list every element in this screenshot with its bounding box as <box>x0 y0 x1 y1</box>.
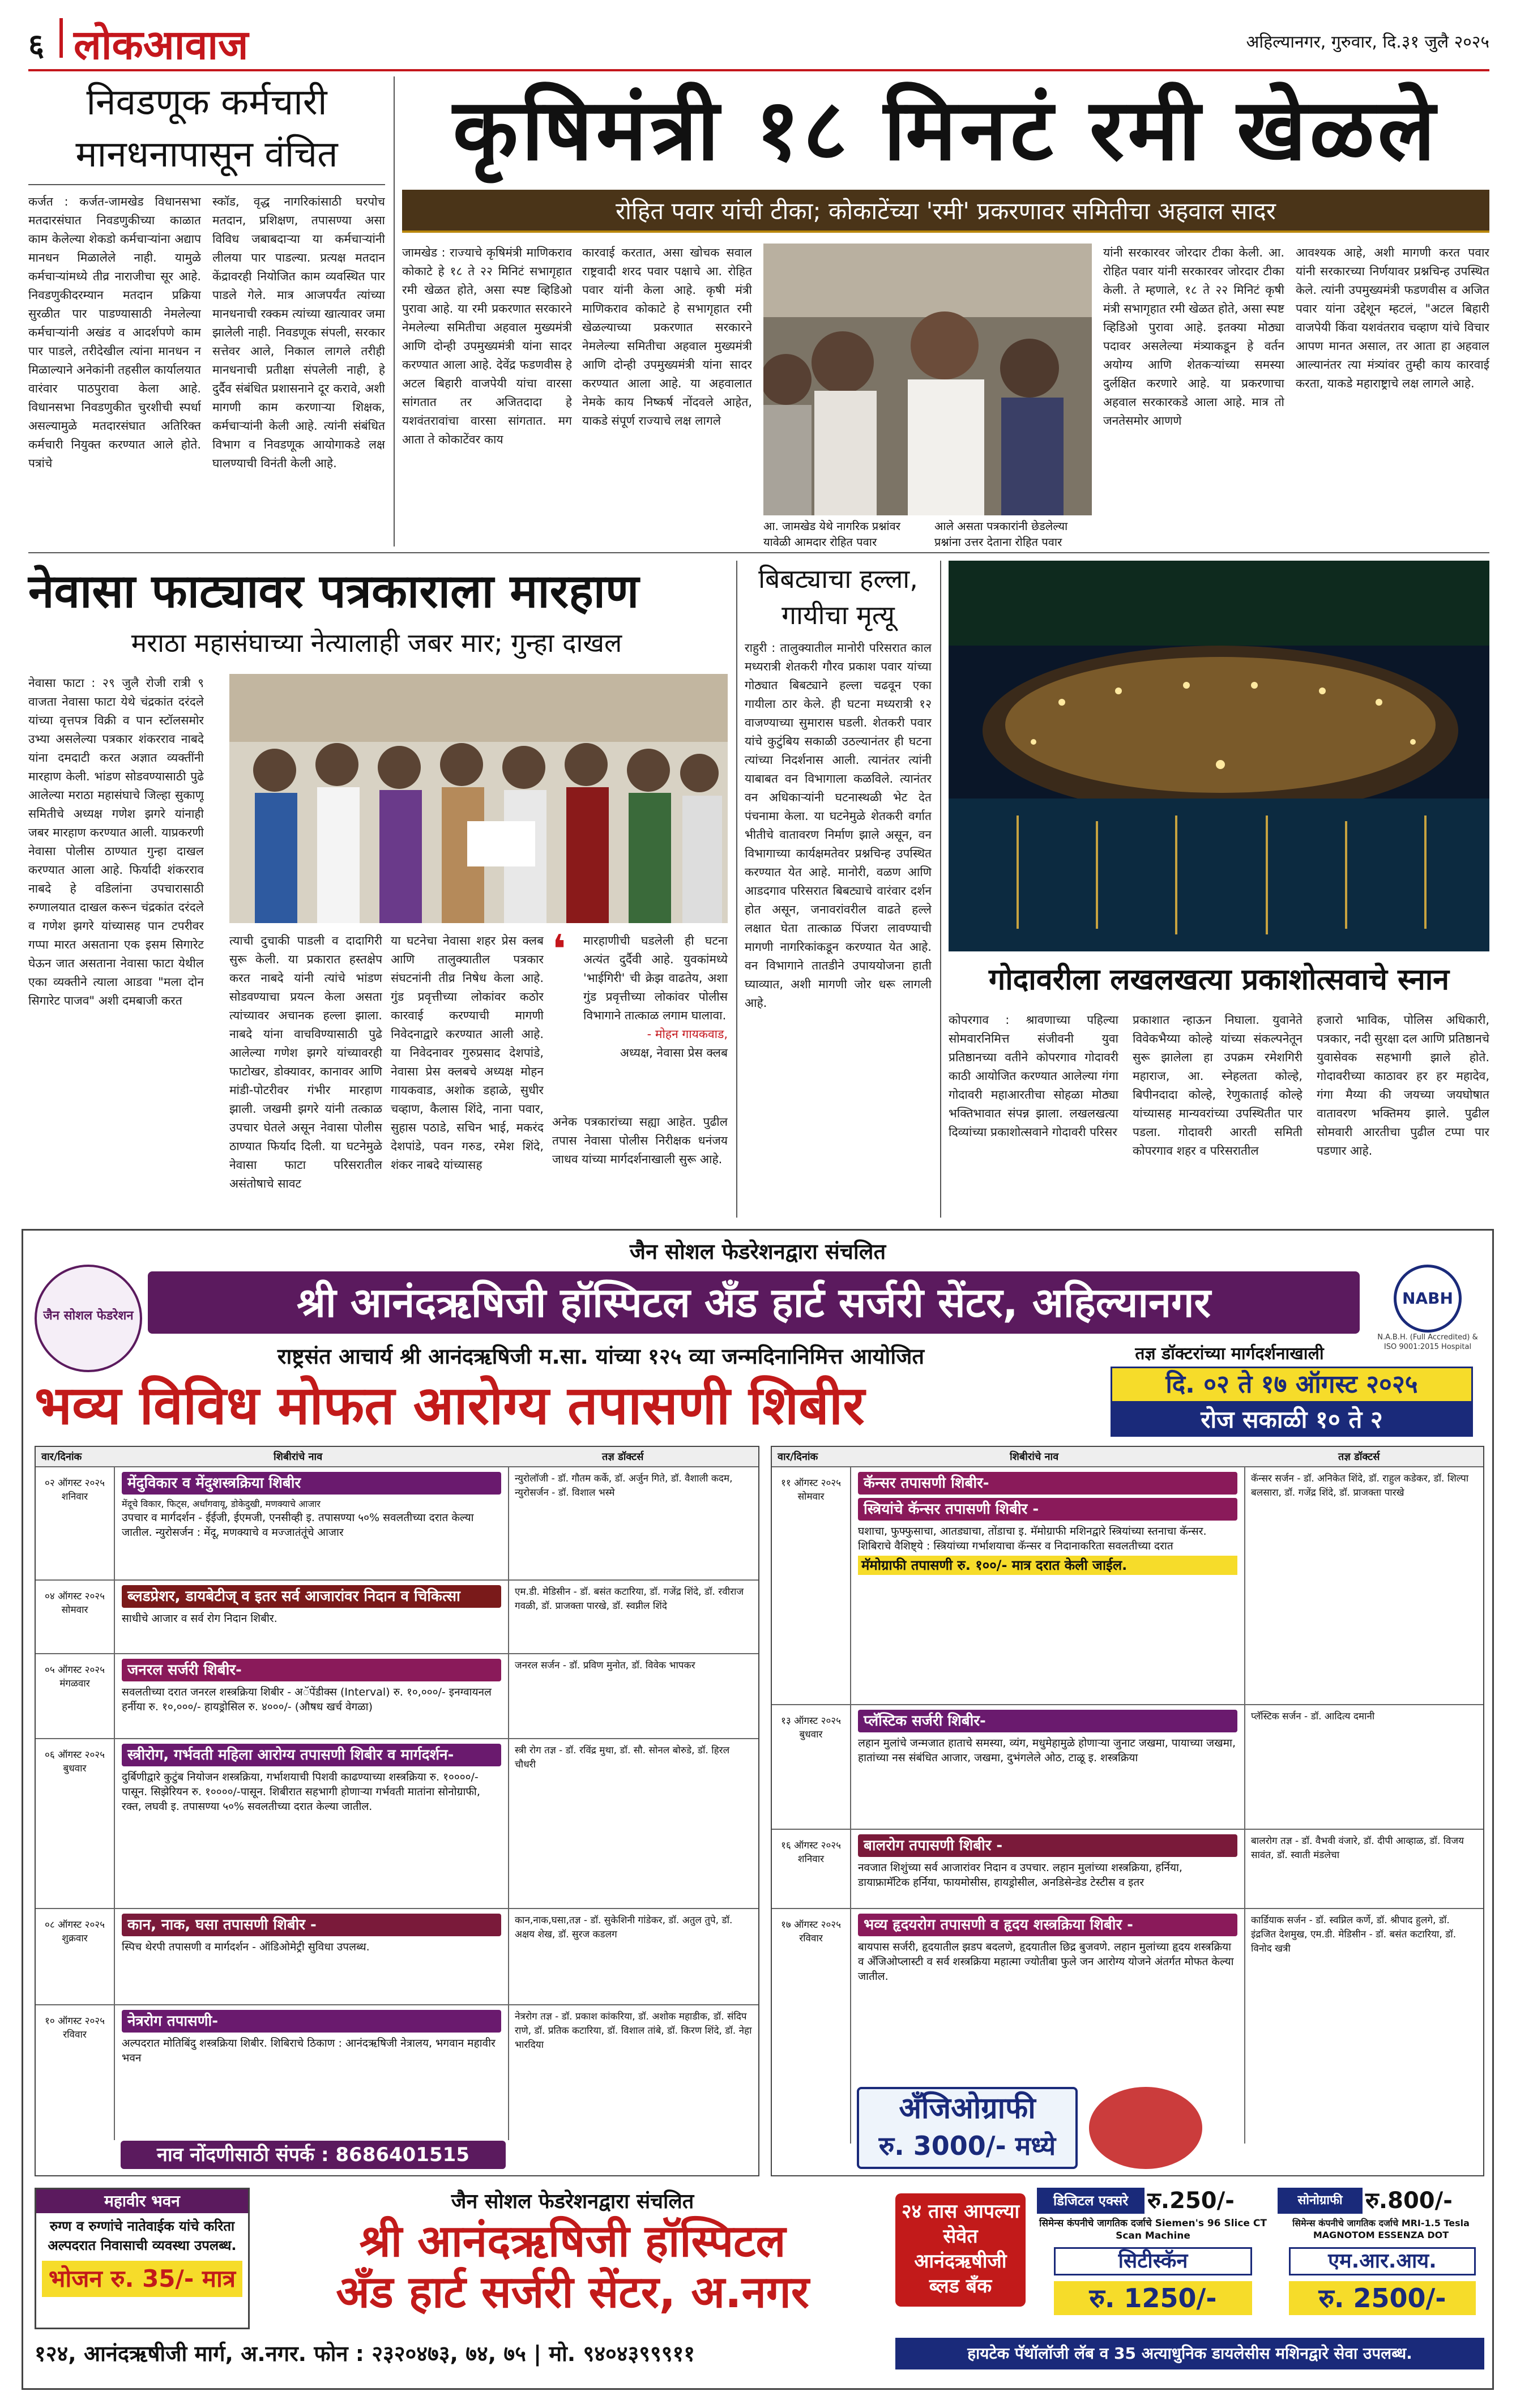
mahavir-title: महावीर भवन <box>36 2189 248 2213</box>
camp-details: नवजात शिशुंच्या सर्व आजारांवर निदान व उपचार. लहान मुलांच्या शस्त्रक्रिया, हर्निया, डायाफ्रामॅटिक हर्निया, फायमोसीस, हायड्रोसील, अनडिसेन्डेड टेस्टीस व इतर <box>858 1861 1182 1889</box>
blood-bank-badge: २४ तास आपल्या सेवेत आनंदऋषीजी ब्लड बँक <box>895 2193 1026 2307</box>
lab-dialysis-banner: हायटेक पॅथॉलॉजी लॅब व 35 अत्याधुनिक डायलेसीस मशिनद्वारे सेवा उपलब्ध. <box>895 2338 1484 2369</box>
story1-column-2: स्कॉड, वृद्ध नागरिकांसाठी घरपोच मतदान, प्रशिक्षण, तपासण्या असा विविध जबाबदाऱ्या या कर्मचाऱ्यांनी लीलया पार पाडल्या. प्रत्यक्ष मतदान केंद्रावरही नियोजित काम व्यवस्थित पार पाडले गेले. मात्र आजपर्यंत त्यांच्या मानधनाची रक्कम त्यांच्या खात्यावर जमा झालेली नाही. निवडणूक संपली, सरकार सत्तेवर आले, निकाल लागले तरीही मानधनाची प्रतीक्षा संपलेली नाही, हे दुर्दैव संबंधित प्रशासनाने दूर करावे, अशी मागणी काम करणाऱ्या शिक्षक, कर्मचाऱ्यांनी केली आहे. त्यांनी संबंधित विभाग व निवडणूक आयोगाकडे लक्ष घालण्याची विनंती केली आहे. <box>212 195 385 470</box>
camp-details: बायपास सर्जरी, हृदयातील झडप बदलणे, हृदयातील छिद्र बुजवणे. लहान मुलांच्या हृदय शस्त्रक्रिया व अँजिओप्लास्टी व सर्व शस्त्रक्रिया महात्मा ज्योतीबा फुले जन आरोग्य योजने अंतर्गत मोफत केल्या जातील. <box>858 1941 1234 1983</box>
mri-price: रु. 2500/- <box>1289 2281 1476 2315</box>
page-number: ६ <box>28 27 45 63</box>
story5-headline: गोदावरीला लखलखत्या प्रकाशोत्सवाचे स्नान <box>988 963 1450 997</box>
quote-author: - मोहन गायकवाड, <box>647 1027 728 1041</box>
hospital-advertisement <box>22 1229 1494 2390</box>
camp-details: उपचार व मार्गदर्शन - ईईजी, ईएमजी, एनसीव्ही इ. तपासण्या ५०% सवलतीच्या दरात केल्या जातील. न्युरोसर्जन : मेंदू, मणक्याचे व मज्जातंतूंचे आजार <box>122 1512 474 1539</box>
mri-name: एम.आर.आय. <box>1289 2247 1476 2275</box>
schedule-row <box>772 1704 1483 1829</box>
story3-column-2: त्याची दुचाकी पाडली व दादागिरी सुरू केली. या प्रकारात हस्तक्षेप करत नाबदे यांनी त्यांचे भांडण सोडवण्याचा प्रयत्न केला असता त्यांच्यावर अचानक हल्ला झाला. नाबदे यांना वाचविण्यासाठी पुढे आलेल्या गणेश झगरे यांच्यावरही फाटोखर, डोक्यावर, कानावर आणि मांडी-पोटरीवर गंभीर मारहाण झाली. जखमी झगरे यांनी तत्काळ उपचार घेतले असून नेवासा पोलीस ठाण्यात फिर्याद दिली. या घटनेमुळे नेवासा फाटा परिसरातील असंतोषाचे सावट <box>229 934 382 1190</box>
jsf-logo <box>35 1265 142 1372</box>
schedule-day: ११ ऑगस्ट २०२५ सोमवार <box>772 1467 851 1704</box>
schedule-day: ०६ ऑगस्ट २०२५ बुधवार <box>36 1739 115 1908</box>
schedule-row <box>36 1579 758 1653</box>
rohit-pawar-photo <box>763 244 1092 515</box>
pull-quote <box>552 926 728 1107</box>
schedule-doctors: स्त्री रोग तज्ञ - डॉ. रविंद्र मुथा, डॉ. सौ. सोनल बोरुडे, डॉ. हिरल चौधरी <box>508 1739 758 1908</box>
schedule-day: १३ ऑगस्ट २०२५ बुधवार <box>772 1705 851 1829</box>
camp-banner: स्त्रीरोग, गर्भवती महिला आरोग्य तपासणी शिबीर व मार्गदर्शन- <box>122 1744 501 1766</box>
occasion-line: राष्ट्रसंत आचार्य श्री आनंदऋषिजी म.सा. यांच्या १२५ व्या जन्मदिनानिमित्त आयोजित <box>277 1344 925 1369</box>
schedule-doctors: प्लॅस्टिक सर्जन - डॉ. आदित्य दमानी <box>1244 1705 1483 1829</box>
quote-author-role: अध्यक्ष, नेवासा प्रेस क्लब <box>620 1046 728 1060</box>
camp-banner: मेंदुविकार व मेंदुशस्त्रक्रिया शिबीर <box>122 1472 501 1495</box>
camp-details: अल्पदरात मोतिबिंदु शस्त्रक्रिया शिबीर. शिबिराचे ठिकाण : आनंदऋषिजी नेत्रालय, भगवान महावीर भवन <box>122 2037 496 2064</box>
ad-org-line: जैन सोशल फेडरेशनद्वारा संचलित <box>629 1239 886 1264</box>
schedule-day: १० ऑगस्ट २०२५ रविवार <box>36 2005 115 2140</box>
schedule-camp <box>116 1654 507 1738</box>
schedule-doctors: कॅन्सर सर्जन - डॉ. अनिकेत शिंदे, डॉ. राहुल कडेकर, डॉ. शिल्पा बलसारा, डॉ. गजेंद्र शिंदे, डॉ. प्राजक्ता पारखे <box>1244 1467 1483 1704</box>
jsf-logo-text: जैन सोशल फेडरेशन <box>43 1309 134 1323</box>
xray-price: रु.250/- <box>1147 2188 1235 2214</box>
godavari-night-photo <box>949 561 1489 951</box>
quote-text: मारहाणीची घडलेली ही घटना अत्यंत दुर्दैवी आहे. युवकांमध्ये 'भाईगिरी' ची क्रेझ वाढतेय, अशा गुंड प्रवृत्तीच्या लोकांवर पोलीस विभागाने तात्काळ लगाम घालावा. <box>583 934 728 1022</box>
mahavir-bhavan-box <box>35 2188 250 2329</box>
story2-column-2: कारवाई करतात, असा खोचक सवाल राष्ट्रवादी शरद पवार पक्षाचे आ. रोहित पवार यांनी केला आहे. कृषी मंत्री माणिकराव कोकाटे हे सभागृहात रमी खेळल्याच्या प्रकरणात सरकारने नेमलेल्या समितीचा अहवाल मुख्यमंत्री आणि दोन्ही उपमुख्यमंत्री यांना सादर करण्यात आला आहे. या अहवालात नेमके काय निष्कर्ष नोंदवले आहेत, याकडे संपूर्ण राज्याचे लक्ष लागले <box>582 246 752 428</box>
schedule-day: १६ ऑगस्ट २०२५ शनिवार <box>772 1830 851 1908</box>
angiography-offer <box>857 2087 1078 2169</box>
story-leopard-attack <box>745 561 932 1211</box>
schedule-doctors: कार्डियाक सर्जन - डॉ. स्वप्निल कर्णे, डॉ. श्रीपाद हुलगे, डॉ. इंद्रजित देशमुख, एम.डी. मेडिसीन - डॉ. बसंत कटारिया, डॉ. विनोद खत्री <box>1244 1909 1483 2144</box>
story5-column-2: प्रकाशात न्हाऊन निघाला. युवानेते विवेकभैय्या कोल्हे यांच्या संकल्पनेतून सुरू झालेला हा उपक्रम रमेशगिरी महाराज, आ. स्नेहलता कोल्हे, बिपीनदादा कोल्हे, रेणुकाताई कोल्हे यांच्यासह मान्यवरांच्या उपस्थितीत पार पडला. गोदावरी आरती समिती कोपरगाव शहर व परिसरातील <box>1133 1013 1303 1158</box>
ct-scan-price: रु. 1250/- <box>1054 2281 1252 2315</box>
nabh-badge <box>1371 1265 1484 1367</box>
schedule-camp <box>116 1909 507 2004</box>
table-header: वार/दिनांक शिबीरांचे नाव तज्ञ डॉक्टर्स <box>36 1447 758 1466</box>
angio-title: अँजिओग्राफी <box>899 2091 1036 2125</box>
quote-mark-icon: ❛ <box>552 926 566 972</box>
angio-price: रु. 3000/- मध्ये <box>878 2131 1056 2161</box>
camp-banner: कान, नाक, घसा तपासणी शिबीर - <box>122 1914 501 1936</box>
schedule-day: ०२ ऑगस्ट २०२५ शनिवार <box>36 1467 115 1579</box>
camp-banner: बालरोग तपासणी शिबीर - <box>858 1834 1237 1857</box>
schedule-row <box>772 1829 1483 1908</box>
hospital-name: श्री आनंदऋषिजी हॉस्पिटल अँड हार्ट सर्जरी सेंटर, अहिल्यानगर <box>297 1279 1211 1326</box>
story1-column-1: कर्जत : कर्जत-जामखेड विधानसभा मतदारसंघात निवडणुकीच्या काळात काम केलेल्या शेकडो कर्मचाऱ्यांना अद्याप मानधन मिळालेले नाही. यामुळे कर्मचाऱ्यांमध्ये तीव्र नाराजीचा सूर आहे. निवडणुकीदरम्यान मतदान प्रक्रिया सुरळीत पार पाडण्यासाठी नेमलेल्या कर्मचाऱ्यांनी अखंड व आदर्शपणे काम पार पाडले, तरीदेखील त्यांना मानधन न मिळाल्याने अनेकांनी तहसील कार्यालयात वारंवार पाठपुरावा केला आहे. विधानसभा निवडणुकीत चुरशीची स्पर्धा असल्यामुळे मतदारसंघात अतिरिक्त कर्मचारी नियुक्त करण्यात आले होते. पत्रांचे <box>28 195 201 470</box>
sono-mri-box: सोनोग्राफी रु.800/- सिमेन्स कंपनीचे जागतिक दर्जाचे MRI-1.5 Tesla MAGNOTOM ESSENZA DOT एम.आर.आय. रु. 2500/- <box>1278 2188 1484 2329</box>
bottom-hospital-line1: श्री आनंदऋषिजी हॉस्पिटल <box>359 2216 786 2267</box>
story3-subhead: मराठा महासंघाच्या नेत्यालाही जबर मार; गुन्हा दाखल <box>131 627 622 658</box>
schedule-camp <box>852 1705 1243 1829</box>
story-election-staff <box>28 76 385 470</box>
camp-banner: जनरल सर्जरी शिबीर- <box>122 1659 501 1681</box>
schedule-doctors: एम.डी. मेडिसीन - डॉ. बसंत कटारिया, डॉ. गजेंद्र शिंदे, डॉ. रवीराज गवळी, डॉ. प्राजक्ता पारखे, डॉ. स्वप्नील शिंदे <box>508 1581 758 1653</box>
camp-details: लहान मुलांचे जन्मजात हाताचे समस्या, व्यंग, मधुमेहामुळे होणाऱ्या जुनाट जखमा, पायाच्या जखमा, हातांच्या नस संबंधित आजार, जखमा, दुभंगलेले ओठ, टाळू इ. शस्त्रक्रिया <box>858 1737 1236 1764</box>
crowd-photo-image <box>763 244 1092 515</box>
hospital-address: १२४, आनंदऋषीजी मार्ग, अ.नगर. फोन : २३२०४७३, ७४, ७५ | मो. ९४०४३९९९११ <box>35 2341 695 2366</box>
schedule-day: ०५ ऑगस्ट २०२५ मंगळवार <box>36 1654 115 1738</box>
camp-details: घशाचा, फुफ्फुसाचा, आतड्याचा, तोंडाचा इ. मॅमोग्राफी मशिनद्वारे स्त्रियांच्या स्तनाचा कॅन्सर. शिबिराचे वैशिष्ट्ये : स्त्रियांच्या गर्भाशयाचा कॅन्सर व निदानाकरिता सवलतीच्या दरात <box>858 1525 1207 1552</box>
masthead-bar <box>59 18 63 58</box>
camp-time: रोज सकाळी १० ते २ <box>1111 1403 1473 1437</box>
hospital-name-banner <box>148 1271 1360 1334</box>
schedule-day: ०८ ऑगस्ट २०२५ शुक्रवार <box>36 1909 115 2004</box>
camp-banner: कॅन्सर तपासणी शिबीर- <box>858 1472 1237 1495</box>
schedule-row <box>36 1653 758 1738</box>
story5-column-3: हजारो भाविक, पोलिस अधिकारी, पत्रकार, नदी सुरक्षा दल आणि प्रतिष्ठानचे युवासेवक सहभागी झाले होते. गोदावरीच्या काठावर हर हर महादेव, गंगा मैय्या की जयच्या जयघोषात वातावरण भक्तिमय झाले. पुढील सोमवारी आरतीचा पुढील टप्पा पार पडणार आहे. <box>1317 1013 1489 1158</box>
camp-dates: दि. ०२ ते १७ ऑगस्ट २०२५ <box>1111 1367 1473 1403</box>
bottom-hospital-line2: अँड हार्ट सर्जरी सेंटर, अ.नगर <box>336 2267 809 2318</box>
camp-banner: भव्य हृदयरोग तपासणी व हृदय शस्त्रक्रिया शिबीर - <box>858 1914 1237 1936</box>
schedule-row <box>36 1908 758 2004</box>
camp-title: भव्य विविध मोफत आरोग्य तपासणी शिबीर <box>35 1375 865 1437</box>
heart-icon <box>1089 2087 1202 2169</box>
story2-column-4: आवश्यक आहे, अशी मागणी करत पवार यांनी सरकारच्या निर्णयावर प्रश्नचिन्ह उपस्थित केले. त्यांनी उपमुख्यमंत्री फडणवीस व अजित पवार यांना उद्देशून म्हटलं, "अटल बिहारी वाजपेयी किंवा यशवंतराव चव्हाण यांचे विचार आपण मानत असाल, तर आता हा अहवाल आल्यानंतर त्या मंत्र्यांवर तुम्ही काय कारवाई करता, याकडे महाराष्ट्राचे लक्ष लागले आहे. <box>1296 246 1489 390</box>
schedule-doctors: नेत्ररोग तज्ञ - डॉ. प्रकाश कांकरिया, डॉ. अशोक महाडीक, डॉ. संदिप राणे, डॉ. प्रतिक कटारिया, डॉ. विशाल तांबे, डॉ. किरण शिंदे, डॉ. नेहा भारदिया <box>508 2005 758 2140</box>
schedule-camp <box>116 2005 507 2140</box>
schedule-camp <box>116 1739 507 1908</box>
schedule-doctors: जनरल सर्जन - डॉ. प्रविण मुनोत, डॉ. विवेक भापकर <box>508 1654 758 1738</box>
newspaper-logo: लोकआवाज <box>74 21 249 69</box>
camp-note: मेंदूचे विकार, फिट्स, अर्धांगवायू, डोकेदुखी, मणक्याचे आजार <box>122 1498 321 1509</box>
registration-contact: नाव नोंदणीसाठी संपर्क : 8686401515 <box>121 2141 506 2169</box>
night-aarti-image <box>949 561 1489 951</box>
schedule-day: १७ ऑगस्ट २०२५ रविवार <box>772 1909 851 2144</box>
memorandum-photo <box>229 674 728 923</box>
schedule-table-right <box>771 1446 1484 2176</box>
story1-title-line2: मानधनापासून वंचित <box>75 134 338 176</box>
story4-title-line1: बिबट्याचा हल्ला, <box>758 563 918 594</box>
story2-column-1: जामखेड : राज्याचे कृषिमंत्री माणिकराव कोकाटे हे १८ ते २२ मिनिटं सभागृहात रमी खेळत होते, असा स्पष्ट व्हिडिओ पुरावा आहे. या रमी प्रकरणात सरकारने नेमलेल्या समितीचा अहवाल मुख्यमंत्री आणि दोन्ही उपमुख्यमंत्री यांना सादर करण्यात आला आहे. देवेंद्र फडणवीस हे अटल बिहारी वाजपेयी यांचा वारसा सांगतात तर अजितदादा हे यशवंतरावांचा वारसा सांगतात. मग आता ते कोकाटेंवर काय <box>402 246 572 446</box>
camp-details: दुर्बिणीद्वारे कुटुंब नियोजन शस्त्रक्रिया, गर्भाशयाची पिशवी काढण्याच्या शस्त्रक्रिया रु. १००००/-पासून. सिझेरियन रु. १००००/-पासून. शिबीरात सहभागी होणाऱ्या गर्भवती मातांना सोनोग्राफी, रक्त, लघवी इ. तपासण्या ५०% सवलतीच्या दरात केल्या जातील. <box>122 1771 480 1813</box>
schedule-table-left <box>35 1446 759 2176</box>
story-agri-minister <box>402 76 1489 549</box>
schedule-camp <box>852 1467 1243 1704</box>
story4-body: राहुरी : तालुक्यातील मानोरी परिसरात काल मध्यरात्री शेतकरी गौरव प्रकाश पवार यांच्या गोठ्यात बिबट्याने हल्ला चढवून एका गायीला ठार केले. ही घटना मध्यरात्री १२ वाजण्याच्या सुमारास घडली. शेतकरी पवार यांचे कुटुंबिय सकाळी उठल्यानंतर ही घटना त्यांच्या निदर्शनास आली. त्यानंतर त्यांनी याबाबत वन विभागाला कळविले. त्यानंतर वन अधिकाऱ्यांनी घटनास्थळी भेट देत पंचनामा केला. या घटनेमुळे शेतकरी वर्गात भीतीचे वातावरण निर्माण झाले असून, वन विभागाच्या कार्यक्षमतेवर प्रश्नचिन्ह उपस्थित करण्यात येत आहे. मानोरी, वळण आणि आडदगाव परिसरात बिबट्याचे वारंवार दर्शन होत असून, जनावरांवरील वाढते हल्ले लक्षात घेता तात्काळ पिंजरा लावण्याची मागणी नागरिकांकडून करण्यात येत आहे. वन विभागाने तातडीने उपाययोजना हाती घ्याव्यात, अशी मागणी जोर धरू लागली आहे. <box>745 641 932 1010</box>
schedule-row <box>772 1466 1483 1704</box>
camp-offer: मॅमोग्राफी तपासणी रु. १००/- मात्र दरात केली जाईल. <box>858 1556 1237 1575</box>
dateline: अहिल्यानगर, गुरुवार, दि.३१ जुलै २०२५ <box>1246 32 1489 52</box>
story3-column-1: नेवासा फाटा : २९ जुलै रोजी रात्री ९ वाजता नेवासा फाटा येथे चंद्रकांत दरंदले यांच्या वृत्तपत्र विक्री व पान स्टॉलसमोर उभ्या असलेल्या पत्रकार शंकरराव नाबदे यांना दमदाटी करत अज्ञात व्यक्तींनी मारहाण केली. भांडण सोडवण्यासाठी पुढे आलेल्या मराठा महासंघाचे जिल्हा सुकाणू समितीचे अध्यक्ष गणेश झगरे यांनाही जबर मारहाण करण्यात आली. याप्रकरणी नेवासा पोलीस ठाण्यात गुन्हा दाखल करण्यात आला आहे. फिर्यादी शंकरराव नाबदे हे वडिलांना उपचारासाठी रुग्णालयात दाखल करून चंद्रकांत दरंदले व गणेश झगरे यांच्यासह पान टपरीवर गप्पा मारत असताना एक इसम सिगारेट घेऊन जात असताना नेवासा फाटा येथील एका व्यक्तीने त्याला आडवा "मला दोन सिगारेट पाजव" अशी दमबाजी करत <box>28 676 204 1007</box>
meal-price: भोजन रु. 35/- मात्र <box>42 2261 242 2297</box>
bottom-org: जैन सोशल फेडरेशनद्वारा संचलित <box>451 2190 694 2213</box>
camp-banner: प्लॅस्टिक सर्जरी शिबीर- <box>858 1710 1237 1732</box>
story3-headline: नेवासा फाट्यावर पत्रकाराला मारहाण <box>28 565 639 618</box>
schedule-doctors: कान,नाक,घसा,तज्ञ - डॉ. सुकेशिनी गांडेकर, डॉ. अतुल तुपे, डॉ. अक्षय शेख, डॉ. सुरज कडलग <box>508 1909 758 2004</box>
bottom-hospital-block <box>261 2188 884 2318</box>
camp-banner: ब्लडप्रेशर, डायबेटीज् व इतर सर्व आजारांवर निदान व चिकित्सा <box>122 1585 501 1608</box>
mahavir-text: रुग्ण व रुग्णांचे नातेवाईक यांचे करिता अल्पदरात निवासाची व्यवस्था उपलब्ध. <box>48 2218 237 2253</box>
story2-column-3: यांनी सरकारवर जोरदार टीका केली. आ. रोहित पवार यांनी सरकारवर जोरदार टीका केली. ते म्हणाले, १८ ते २२ मिनिटं कृषी मंत्री सभागृहात रमी खेळत होते, असा स्पष्ट व्हिडिओ पुरावा आहे. इतक्या मोठ्या पदावर असलेल्या मंत्र्याकडून हे वर्तन अयोग्य आणि शेतकऱ्यांच्या समस्या दुर्लक्षित करणारे आहे. या प्रकरणाचा अहवाल सरकारकडे आला आहे. मात्र तो जनतेसमोर आणणे <box>1103 246 1284 428</box>
story1-title-line1: निवडणूक कर्मचारी <box>86 82 327 123</box>
schedule-camp <box>116 1467 507 1579</box>
story3-column-3: या घटनेचा नेवासा शहर प्रेस क्लब आणि तालुक्यातील पत्रकार संघटनांनी तीव्र निषेध केला आहे. गुंड प्रवृत्तीच्या लोकांवर कठोर कारवाई करण्याची मागणी निवेदनाद्वारे करण्यात आली आहे. या निवेदनावर गुरुप्रसाद देशपांडे, नेवासा प्रेस क्लबचे अध्यक्ष मोहन गायकवाड, अशोक डहाळे, सुधीर चव्हाण, कैलास शिंदे, नाना पवार, सुहास पठाडे, सचिन भाई, मकरंद देशपांडे, पवन गरुड, रमेश शिंदे, शंकर नाबदे यांच्यासह <box>391 934 544 1172</box>
story5-column-1: कोपरगाव : श्रावणाच्या पहिल्या सोमवारनिमित्त संजीवनी युवा प्रतिष्ठानच्या वतीने कोपरगाव गोदावरी काठी आयोजित करण्यात आलेल्या गंगा गोदावरी महाआरतीचा सोहळा मोठ्या भक्तिभावात संपन्न झाला. लखलखत्या दिव्यांच्या प्रकाशोत्सवाने गोदावरी परिसर <box>949 1013 1118 1139</box>
schedule-camp <box>852 1830 1243 1908</box>
story3-column-4: अनेक पत्रकारांच्या सह्या आहेत. पुढील तपास नेवासा पोलीस निरीक्षक धनंजय जाधव यांच्या मार्गदर्शनाखाली सुरू आहे. <box>552 1115 728 1166</box>
story4-title-line2: गायीचा मृत्यू <box>782 600 895 630</box>
schedule-doctors: बालरोग तज्ञ - डॉ. वैभवी वंजारे, डॉ. दीपी आव्हाळ, डॉ. विजय सावंत, डॉ. स्वाती मंडलेचा <box>1244 1830 1483 1908</box>
photo-caption-right: आले असता पत्रकारांनी छेडलेल्या प्रश्नांना उत्तर देताना रोहित पवार <box>934 519 1068 549</box>
story2-subhead: रोहित पवार यांची टीका; कोकाटेंच्या 'रमी' प्रकरणावर समितीचा अहवाल सादर <box>616 197 1276 225</box>
xray-ct-box: डिजिटल एक्सरे रु.250/- सिमेन्स कंपनीचे जागतिक दर्जाचे Siemen's 96 Slice CT Scan Machine सिटीस्कॅन रु. 1250/- <box>1037 2188 1269 2329</box>
ct-scan-name: सिटीस्कॅन <box>1054 2247 1252 2275</box>
schedule-row <box>36 2004 758 2140</box>
schedule-doctors: न्युरोलॉजी - डॉ. गौतम कर्के, डॉ. अर्जुन गिते, डॉ. वैशाली कदम, न्युरोसर्जन - डॉ. विशाल भस्मे <box>508 1467 758 1579</box>
guidance-line: तज्ञ डॉक्टरांच्या मार्गदर्शनाखाली <box>1135 1344 1324 1364</box>
camp-details: साधीचे आजार व सर्व रोग निदान शिबीर. <box>122 1612 277 1625</box>
schedule-camp <box>116 1581 507 1653</box>
sono-price: रु.800/- <box>1365 2188 1453 2214</box>
masthead <box>28 12 1489 69</box>
story-journalist-assault <box>28 561 728 1190</box>
camp-details: सवलतीच्या दरात जनरल शस्त्रक्रिया शिबीर - अॅपेंडीक्स (Interval) रु. १०,०००/- इनग्वायनल हर्नीया रु. १०,०००/- हायड्रोसिल रु. ४०००/- (औषध खर्च वेगळा) <box>122 1686 492 1713</box>
schedule-row <box>36 1738 758 1908</box>
camp-banner-secondary: स्त्रियांचे कॅन्सर तपासणी शिबीर - <box>858 1498 1237 1521</box>
group-photo-image <box>229 674 728 923</box>
nabh-logo: NABH <box>1394 1265 1462 1333</box>
masthead-rule <box>28 69 1489 71</box>
schedule-row <box>36 1466 758 1579</box>
nabh-text: N.A.B.H. (Full Accredited) & ISO 9001:2015 Hospital <box>1377 1333 1478 1351</box>
schedule-day: ०४ ऑगस्ट २०२५ सोमवार <box>36 1581 115 1653</box>
story2-subhead-bar <box>402 190 1489 233</box>
table-header-right: वार/दिनांक शिबीरांचे नाव तज्ञ डॉक्टर्स <box>772 1447 1483 1466</box>
story2-headline: कृषिमंत्री १८ मिनटं रमी खेळले <box>452 81 1439 180</box>
camp-banner: नेत्ररोग तपासणी- <box>122 2010 501 2033</box>
camp-details: स्पिच थेरपी तपासणी व मार्गदर्शन - ऑडिओमेट्री सुविधा उपलब्ध. <box>122 1941 370 1953</box>
photo-caption-left: आ. जामखेड येथे नागरिक प्रश्नांवर यावेळी आमदार रोहित पवार <box>763 519 900 549</box>
